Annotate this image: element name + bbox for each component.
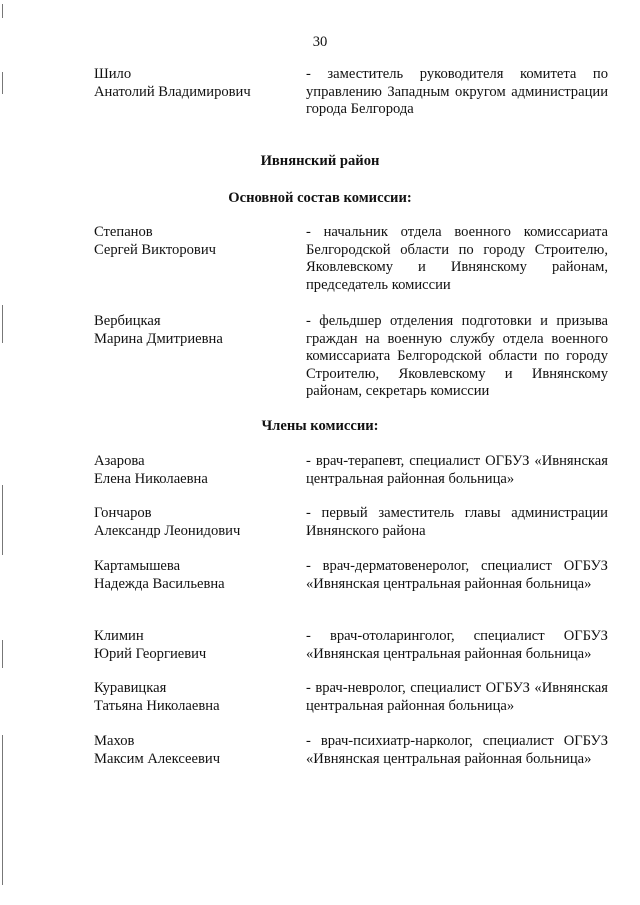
- scan-edge-mark: [2, 735, 3, 885]
- person-given-names: Сергей Викторович: [94, 241, 216, 258]
- person-given-names: Надежда Васильевна: [94, 575, 225, 592]
- scan-edge-mark: [2, 72, 3, 94]
- person-role: - начальник отдела военного комиссариата Белгородской области по городу Строителю, Яковлевскому и Ивнянскому районам, председатель комиссии: [306, 224, 608, 293]
- person-name: [94, 313, 299, 348]
- scan-edge-mark: [2, 640, 3, 668]
- person-role: - фельдшер отделения подготовки и призыва граждан на военную службу отдела военного комиссариата Белгородской области по городу Строителю, Яковлевскому и Ивнянскому районам, секретарь комиссии: [306, 313, 608, 399]
- person-surname: Азарова: [94, 453, 145, 469]
- person-name: [94, 680, 299, 715]
- person-role: - первый заместитель главы администрации Ивнянского района: [306, 505, 608, 539]
- person-name: [94, 628, 299, 663]
- person-given-names: Елена Николаевна: [94, 470, 208, 487]
- person-surname: Гончаров: [94, 505, 152, 521]
- person-given-names: Александр Леонидович: [94, 522, 241, 539]
- scan-edge-mark: [2, 4, 3, 18]
- scan-edge-mark: [2, 485, 3, 555]
- person-given-names: Марина Дмитриевна: [94, 330, 223, 347]
- person-role: - врач-отоларинголог, специалист ОГБУЗ «Ивнянская центральная районная больница»: [306, 628, 608, 662]
- person-surname: Степанов: [94, 224, 153, 240]
- person-surname: Вербицкая: [94, 313, 161, 329]
- person-name: [94, 66, 299, 101]
- person-surname: Махов: [94, 733, 135, 749]
- page-number: 30: [312, 34, 328, 50]
- main-composition-heading: Основной состав комиссии:: [228, 190, 412, 206]
- person-role: - врач-терапевт, специалист ОГБУЗ «Ивнянская центральная районная больница»: [306, 453, 608, 487]
- person-name: [94, 453, 299, 488]
- person-surname: Шило: [94, 66, 132, 82]
- person-role: - заместитель руководителя комитета по управлению Западным округом администрации города Белгорода: [306, 66, 608, 117]
- scan-edge-mark: [2, 305, 3, 343]
- members-heading: Члены комиссии:: [261, 418, 379, 434]
- person-name: [94, 505, 299, 540]
- person-given-names: Юрий Георгиевич: [94, 645, 207, 662]
- person-surname: Картамышева: [94, 558, 181, 574]
- person-given-names: Анатолий Владимирович: [94, 83, 251, 100]
- person-role: - врач-невролог, специалист ОГБУЗ «Ивнянская центральная районная больница»: [306, 680, 608, 714]
- person-surname: Климин: [94, 628, 144, 644]
- person-role: - врач-психиатр-нарколог, специалист ОГБУЗ «Ивнянская центральная районная больница»: [306, 733, 608, 767]
- person-name: [94, 224, 299, 259]
- person-given-names: Максим Алексеевич: [94, 750, 221, 767]
- person-name: [94, 733, 299, 768]
- person-given-names: Татьяна Николаевна: [94, 697, 220, 714]
- district-heading: Ивнянский район: [260, 153, 380, 169]
- person-role: - врач-дерматовенеролог, специалист ОГБУЗ «Ивнянская центральная районная больница»: [306, 558, 608, 592]
- person-name: [94, 558, 299, 593]
- person-surname: Куравицкая: [94, 680, 167, 696]
